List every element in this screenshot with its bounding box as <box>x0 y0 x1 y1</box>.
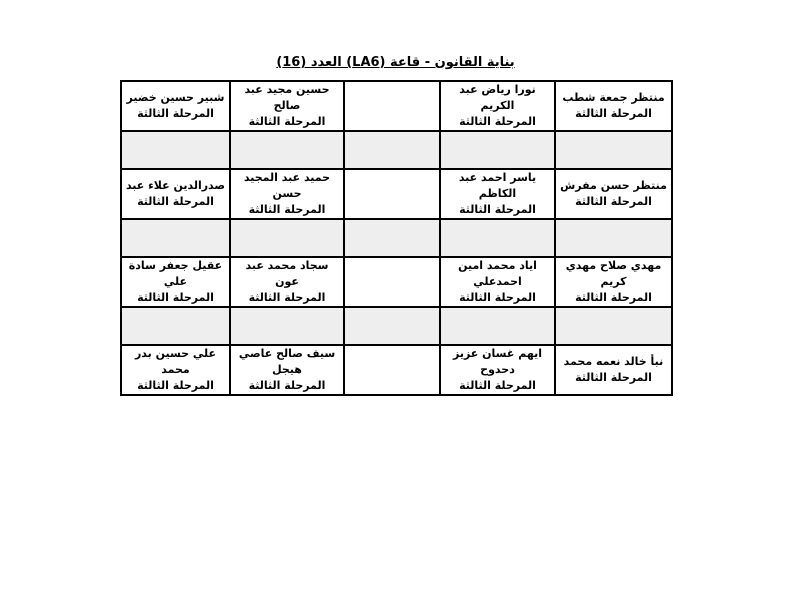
student-name: ايهم غسان عزيز دحدوح <box>452 347 542 376</box>
student-stage: المرحلة الثالثة <box>137 291 214 304</box>
student-name: حميد عبد المجيد حسن <box>243 171 331 200</box>
spacer-row <box>121 219 672 257</box>
student-cell <box>555 345 672 395</box>
student-cell <box>440 257 555 307</box>
student-cell <box>230 169 344 219</box>
student-stage: المرحلة الثالثة <box>248 291 326 304</box>
student-name: صدرالدين علاء عبد <box>125 179 226 192</box>
student-stage: المرحلة الثالثة <box>459 379 536 392</box>
student-stage: المرحلة الثالثة <box>248 115 326 128</box>
spacer-cell <box>555 219 672 257</box>
student-name: ياسر احمد عبد الكاظم <box>458 171 537 200</box>
student-cell <box>555 81 672 131</box>
spacer-cell <box>121 219 230 257</box>
empty-shaded-cell <box>344 81 440 131</box>
student-cell <box>440 169 555 219</box>
student-stage: المرحلة الثالثة <box>575 107 652 120</box>
student-stage: المرحلة الثالثة <box>137 379 214 392</box>
student-name: سيف صالح عاصي هيجل <box>238 347 336 376</box>
student-name: عقيل جعفر سادة علي <box>128 259 223 288</box>
student-cell <box>440 81 555 131</box>
spacer-cell <box>440 131 555 169</box>
document-content <box>120 53 671 396</box>
student-name: مهدي صلاح مهدي كريم <box>565 259 662 288</box>
spacer-cell <box>440 219 555 257</box>
spacer-row <box>121 131 672 169</box>
empty-shaded-cell <box>344 257 440 307</box>
student-stage: المرحلة الثالثة <box>575 291 652 304</box>
student-stage: المرحلة الثالثة <box>137 195 214 208</box>
student-cell <box>230 257 344 307</box>
spacer-cell <box>344 131 440 169</box>
student-cell <box>121 81 230 131</box>
student-cell <box>555 257 672 307</box>
student-stage: المرحلة الثالثة <box>137 107 214 120</box>
spacer-cell <box>230 219 344 257</box>
spacer-cell <box>230 131 344 169</box>
student-name: منتظر جمعة شطب <box>562 91 665 104</box>
spacer-cell <box>440 307 555 345</box>
student-stage: المرحلة الثالثة <box>575 371 652 384</box>
page-title: بناية القانون - قاعة (LA6) العدد (16) <box>276 55 515 70</box>
student-cell <box>121 345 230 395</box>
student-name: شبير حسين خضير <box>126 91 225 104</box>
student-cell <box>555 169 672 219</box>
student-stage: المرحلة الثالثة <box>248 379 326 392</box>
spacer-cell <box>121 307 230 345</box>
spacer-cell <box>230 307 344 345</box>
student-stage: المرحلة الثالثة <box>459 203 536 216</box>
student-cell <box>440 345 555 395</box>
student-cell <box>121 257 230 307</box>
student-cell <box>121 169 230 219</box>
table-row <box>121 345 672 395</box>
student-name: نبأ خالد نعمه محمد <box>563 355 664 368</box>
student-name: حسين مجيد عبد صالح <box>244 83 330 112</box>
student-cell <box>230 81 344 131</box>
student-cell <box>230 345 344 395</box>
student-name: منتظر حسن مفرش <box>560 179 667 192</box>
spacer-cell <box>555 307 672 345</box>
seating-table <box>120 80 673 396</box>
spacer-cell <box>344 307 440 345</box>
student-stage: المرحلة الثالثة <box>248 203 326 216</box>
table-row <box>121 169 672 219</box>
empty-shaded-cell <box>344 345 440 395</box>
table-row <box>121 81 672 131</box>
student-stage: المرحلة الثالثة <box>459 291 536 304</box>
student-name: علي حسين بدر محمد <box>134 347 217 376</box>
student-stage: المرحلة الثالثة <box>459 115 536 128</box>
student-name: اياد محمد امين احمدعلي <box>458 259 537 288</box>
spacer-cell <box>121 131 230 169</box>
empty-shaded-cell <box>344 169 440 219</box>
spacer-cell <box>344 219 440 257</box>
spacer-row <box>121 307 672 345</box>
spacer-cell <box>555 131 672 169</box>
student-stage: المرحلة الثالثة <box>575 195 652 208</box>
student-name: سجاد محمد عبد عون <box>245 259 329 288</box>
table-row <box>121 257 672 307</box>
student-name: نورا رياض عبد الكريم <box>459 83 536 112</box>
